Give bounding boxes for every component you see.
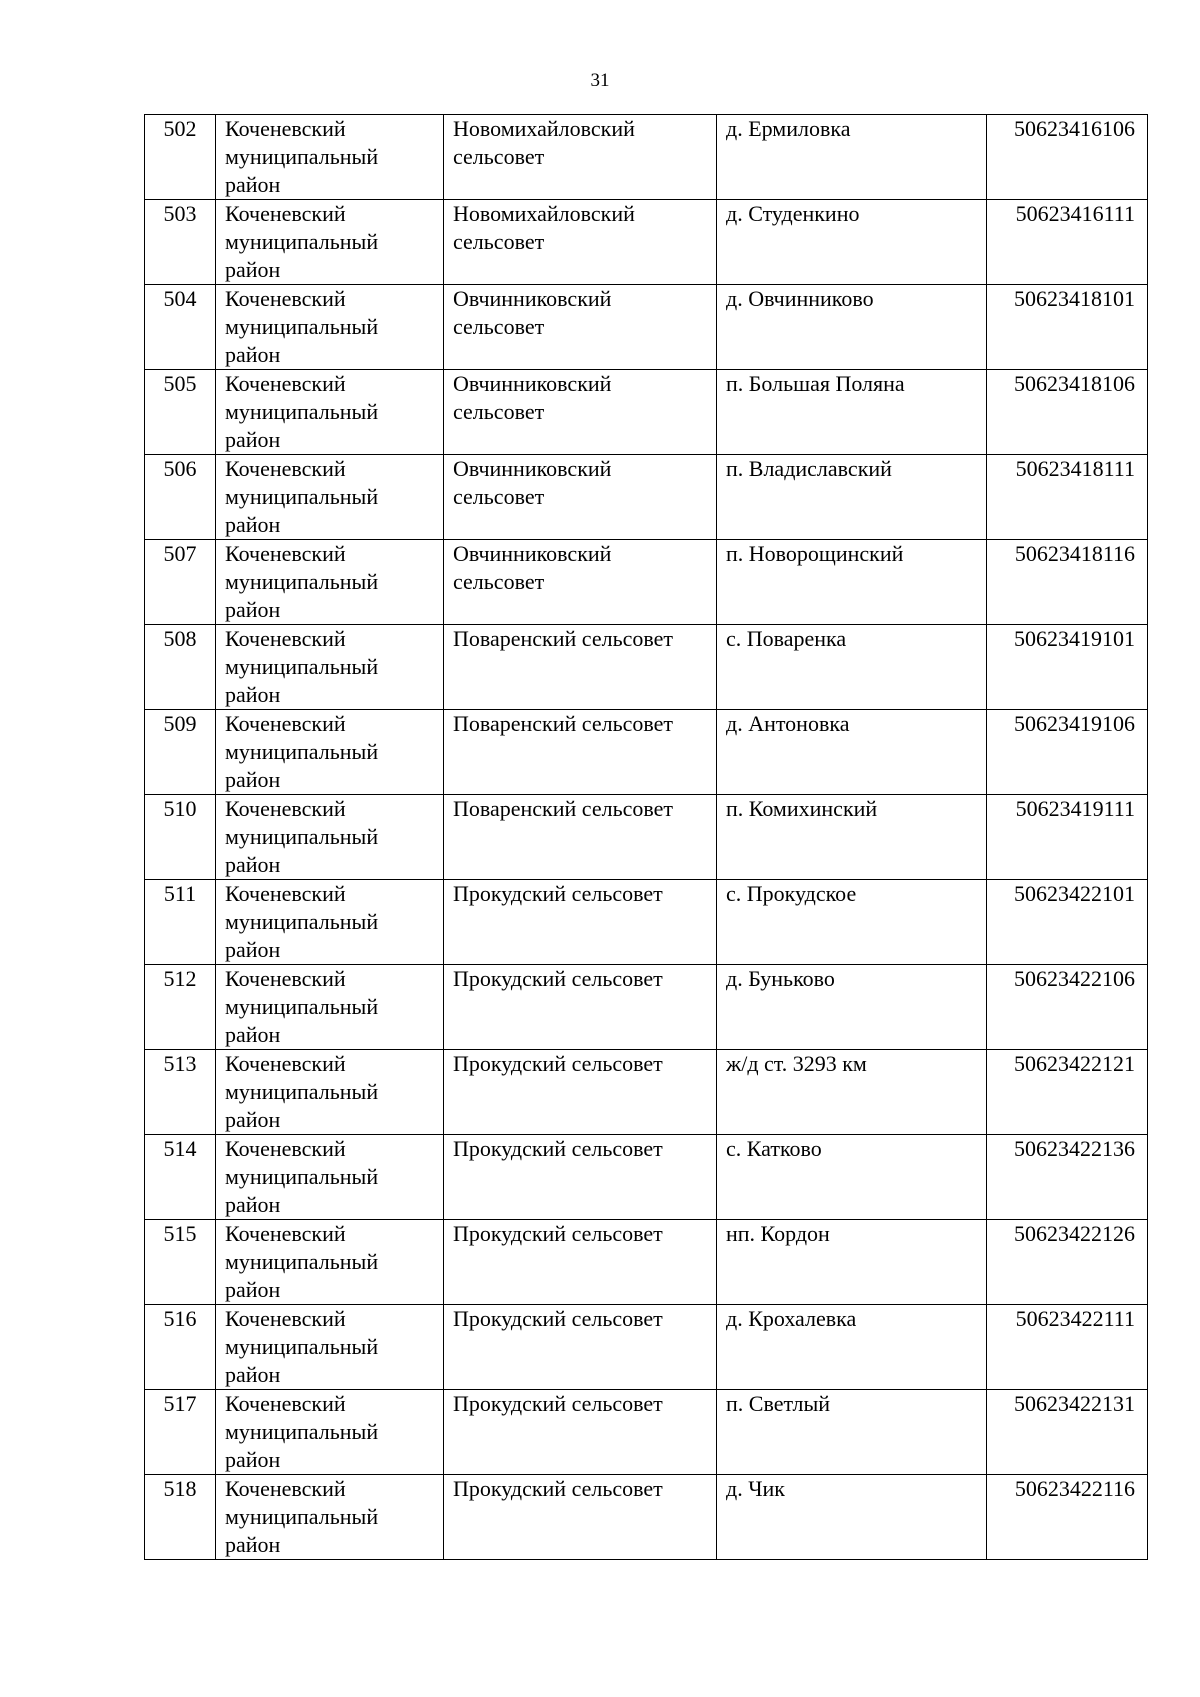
table-row: [145, 455, 1148, 540]
row-number: 516: [163, 1306, 197, 1331]
district-name-line: Коченевский: [225, 1476, 346, 1501]
table-row: [145, 285, 1148, 370]
locality-name: п. Большая Поляна: [726, 371, 905, 396]
oktmo-code: 50623418101: [1014, 286, 1135, 311]
locality-name: д. Студенкино: [726, 201, 860, 226]
district-cell: [216, 880, 444, 965]
council-cell: [444, 965, 717, 1050]
council-name-line: Поваренский сельсовет: [453, 796, 673, 821]
row-number-cell: [145, 285, 216, 370]
table-row: [145, 1475, 1148, 1560]
council-name-line: сельсовет: [453, 314, 545, 339]
council-cell: [444, 1220, 717, 1305]
row-number-cell: [145, 1475, 216, 1560]
locality-cell: [717, 370, 987, 455]
district-name-line: муниципальный: [225, 144, 379, 169]
council-name-line: сельсовет: [453, 569, 545, 594]
table-row: [145, 540, 1148, 625]
row-number-cell: [145, 115, 216, 200]
district-name-line: муниципальный: [225, 229, 379, 254]
council-cell: [444, 370, 717, 455]
row-number: 508: [163, 626, 197, 651]
table-row: [145, 1305, 1148, 1390]
district-cell: [216, 795, 444, 880]
oktmo-code: 50623422126: [1014, 1221, 1135, 1246]
district-name-line: муниципальный: [225, 1249, 379, 1274]
oktmo-code: 50623422116: [1014, 1476, 1135, 1501]
district-name-line: Коченевский: [225, 626, 346, 651]
council-name-line: Овчинниковский: [453, 456, 612, 481]
district-name-line: район: [225, 1107, 281, 1132]
oktmo-code: 50623422121: [1014, 1051, 1135, 1076]
row-number-cell: [145, 880, 216, 965]
locality-name: п. Комихинский: [726, 796, 878, 821]
council-name-line: Поваренский сельсовет: [453, 711, 673, 736]
district-name-line: Коченевский: [225, 1136, 346, 1161]
locality-cell: [717, 965, 987, 1050]
council-name-line: Прокудский сельсовет: [453, 1476, 663, 1501]
district-name-line: муниципальный: [225, 314, 379, 339]
locality-cell: [717, 1050, 987, 1135]
council-cell: [444, 200, 717, 285]
row-number: 509: [163, 711, 197, 736]
table-row: [145, 370, 1148, 455]
district-name-line: муниципальный: [225, 1504, 379, 1529]
oktmo-code-cell: [987, 1475, 1148, 1560]
locality-cell: [717, 1390, 987, 1475]
oktmo-code: 50623416106: [1014, 116, 1135, 141]
district-name-line: Коченевский: [225, 201, 346, 226]
council-name-line: Прокудский сельсовет: [453, 1306, 663, 1331]
locality-cell: [717, 200, 987, 285]
row-number: 502: [163, 116, 197, 141]
settlements-table: [144, 114, 1148, 1560]
district-name-line: муниципальный: [225, 1164, 379, 1189]
locality-name: с. Катково: [726, 1136, 822, 1161]
council-name-line: Прокудский сельсовет: [453, 1136, 663, 1161]
council-cell: [444, 1475, 717, 1560]
table-row: [145, 1050, 1148, 1135]
row-number-cell: [145, 370, 216, 455]
council-name-line: сельсовет: [453, 399, 545, 424]
council-cell: [444, 455, 717, 540]
row-number-cell: [145, 1390, 216, 1475]
row-number: 503: [163, 201, 197, 226]
district-name-line: Коченевский: [225, 286, 346, 311]
district-name-line: муниципальный: [225, 654, 379, 679]
district-name-line: Коченевский: [225, 711, 346, 736]
district-name-line: район: [225, 427, 281, 452]
district-name-line: Коченевский: [225, 1391, 346, 1416]
table-row: [145, 1390, 1148, 1475]
row-number-cell: [145, 455, 216, 540]
oktmo-code: 50623422136: [1014, 1136, 1135, 1161]
table-row: [145, 1135, 1148, 1220]
district-name-line: Коченевский: [225, 1306, 346, 1331]
council-name-line: Овчинниковский: [453, 541, 612, 566]
locality-cell: [717, 1135, 987, 1220]
table-body: [145, 115, 1148, 1560]
locality-cell: [717, 1305, 987, 1390]
council-cell: [444, 795, 717, 880]
district-name-line: район: [225, 1022, 281, 1047]
council-name-line: Прокудский сельсовет: [453, 1221, 663, 1246]
row-number-cell: [145, 795, 216, 880]
oktmo-code-cell: [987, 1220, 1148, 1305]
district-name-line: муниципальный: [225, 1079, 379, 1104]
council-cell: [444, 1050, 717, 1135]
district-name-line: Коченевский: [225, 1051, 346, 1076]
oktmo-code-cell: [987, 710, 1148, 795]
row-number: 518: [163, 1476, 197, 1501]
district-name-line: район: [225, 682, 281, 707]
locality-name: п. Владиславский: [726, 456, 892, 481]
district-name-line: район: [225, 1447, 281, 1472]
district-cell: [216, 1050, 444, 1135]
locality-name: д. Овчинниково: [726, 286, 874, 311]
district-name-line: Коченевский: [225, 116, 346, 141]
oktmo-code-cell: [987, 795, 1148, 880]
oktmo-code-cell: [987, 1305, 1148, 1390]
locality-name: д. Ермиловка: [726, 116, 851, 141]
district-cell: [216, 455, 444, 540]
row-number: 506: [163, 456, 197, 481]
council-name-line: сельсовет: [453, 229, 545, 254]
row-number-cell: [145, 200, 216, 285]
oktmo-code: 50623422106: [1014, 966, 1135, 991]
locality-name: с. Поваренка: [726, 626, 847, 651]
row-number-cell: [145, 1305, 216, 1390]
row-number: 512: [163, 966, 197, 991]
row-number-cell: [145, 1050, 216, 1135]
oktmo-code-cell: [987, 455, 1148, 540]
district-cell: [216, 285, 444, 370]
district-name-line: Коченевский: [225, 541, 346, 566]
council-name-line: Новомихайловский: [453, 116, 635, 141]
table-row: [145, 115, 1148, 200]
oktmo-code-cell: [987, 880, 1148, 965]
district-name-line: район: [225, 1362, 281, 1387]
district-name-line: муниципальный: [225, 824, 379, 849]
council-name-line: сельсовет: [453, 484, 545, 509]
district-name-line: муниципальный: [225, 909, 379, 934]
council-cell: [444, 1135, 717, 1220]
locality-name: д. Чик: [726, 1476, 785, 1501]
council-name-line: Новомихайловский: [453, 201, 635, 226]
council-cell: [444, 1305, 717, 1390]
district-cell: [216, 540, 444, 625]
table-row: [145, 710, 1148, 795]
district-name-line: район: [225, 257, 281, 282]
oktmo-code-cell: [987, 1390, 1148, 1475]
row-number: 514: [163, 1136, 197, 1161]
district-name-line: Коченевский: [225, 1221, 346, 1246]
oktmo-code: 50623419111: [1015, 796, 1135, 821]
locality-name: д. Крохалевка: [726, 1306, 857, 1331]
oktmo-code: 50623419106: [1014, 711, 1135, 736]
district-cell: [216, 965, 444, 1050]
district-cell: [216, 710, 444, 795]
row-number: 507: [163, 541, 197, 566]
locality-cell: [717, 1220, 987, 1305]
district-cell: [216, 115, 444, 200]
district-cell: [216, 1390, 444, 1475]
locality-cell: [717, 880, 987, 965]
row-number: 510: [163, 796, 197, 821]
oktmo-code-cell: [987, 115, 1148, 200]
council-name-line: Овчинниковский: [453, 286, 612, 311]
oktmo-code-cell: [987, 1135, 1148, 1220]
oktmo-code: 50623419101: [1014, 626, 1135, 651]
row-number-cell: [145, 625, 216, 710]
locality-cell: [717, 795, 987, 880]
oktmo-code: 50623416111: [1015, 201, 1135, 226]
district-name-line: муниципальный: [225, 739, 379, 764]
locality-name: д. Буньково: [726, 966, 835, 991]
oktmo-code: 50623422101: [1014, 881, 1135, 906]
district-name-line: район: [225, 342, 281, 367]
district-name-line: Коченевский: [225, 796, 346, 821]
district-name-line: район: [225, 937, 281, 962]
locality-name: п. Новорощинский: [726, 541, 904, 566]
locality-name: нп. Кордон: [726, 1221, 830, 1246]
oktmo-code: 50623418111: [1015, 456, 1135, 481]
district-name-line: муниципальный: [225, 1334, 379, 1359]
oktmo-code: 50623418116: [1014, 541, 1135, 566]
page-number: 31: [590, 70, 610, 91]
locality-cell: [717, 285, 987, 370]
oktmo-code-cell: [987, 200, 1148, 285]
oktmo-code: 50623422131: [1014, 1391, 1135, 1416]
council-cell: [444, 285, 717, 370]
district-name-line: район: [225, 1192, 281, 1217]
locality-cell: [717, 540, 987, 625]
row-number-cell: [145, 1135, 216, 1220]
oktmo-code: 50623422111: [1015, 1306, 1135, 1331]
locality-cell: [717, 455, 987, 540]
locality-name: п. Светлый: [726, 1391, 831, 1416]
row-number: 515: [163, 1221, 197, 1246]
oktmo-code: 50623418106: [1014, 371, 1135, 396]
council-name-line: Прокудский сельсовет: [453, 881, 663, 906]
locality-name: д. Антоновка: [726, 711, 850, 736]
locality-name: с. Прокудское: [726, 881, 857, 906]
district-cell: [216, 1305, 444, 1390]
row-number: 513: [163, 1051, 197, 1076]
council-name-line: Овчинниковский: [453, 371, 612, 396]
table-row: [145, 795, 1148, 880]
district-cell: [216, 1475, 444, 1560]
district-cell: [216, 200, 444, 285]
table-row: [145, 965, 1148, 1050]
district-name-line: район: [225, 597, 281, 622]
district-name-line: район: [225, 172, 281, 197]
row-number: 505: [163, 371, 197, 396]
row-number: 511: [163, 881, 197, 906]
locality-cell: [717, 625, 987, 710]
council-cell: [444, 710, 717, 795]
district-name-line: Коченевский: [225, 881, 346, 906]
council-cell: [444, 115, 717, 200]
district-cell: [216, 625, 444, 710]
district-name-line: муниципальный: [225, 399, 379, 424]
oktmo-code-cell: [987, 540, 1148, 625]
district-name-line: муниципальный: [225, 1419, 379, 1444]
council-name-line: сельсовет: [453, 144, 545, 169]
district-name-line: район: [225, 767, 281, 792]
row-number: 504: [163, 286, 197, 311]
table-row: [145, 1220, 1148, 1305]
oktmo-code-cell: [987, 370, 1148, 455]
council-cell: [444, 1390, 717, 1475]
district-name-line: район: [225, 852, 281, 877]
district-name-line: район: [225, 1277, 281, 1302]
council-cell: [444, 540, 717, 625]
row-number-cell: [145, 1220, 216, 1305]
district-name-line: муниципальный: [225, 484, 379, 509]
oktmo-code-cell: [987, 965, 1148, 1050]
council-name-line: Прокудский сельсовет: [453, 966, 663, 991]
district-name-line: район: [225, 512, 281, 537]
locality-name: ж/д ст. 3293 км: [726, 1051, 867, 1076]
oktmo-code-cell: [987, 1050, 1148, 1135]
district-name-line: Коченевский: [225, 966, 346, 991]
council-name-line: Прокудский сельсовет: [453, 1391, 663, 1416]
row-number-cell: [145, 540, 216, 625]
district-cell: [216, 370, 444, 455]
council-cell: [444, 625, 717, 710]
locality-cell: [717, 710, 987, 795]
row-number: 517: [163, 1391, 197, 1416]
table-row: [145, 625, 1148, 710]
council-name-line: Поваренский сельсовет: [453, 626, 673, 651]
district-cell: [216, 1135, 444, 1220]
locality-cell: [717, 1475, 987, 1560]
district-cell: [216, 1220, 444, 1305]
oktmo-code-cell: [987, 285, 1148, 370]
district-name-line: муниципальный: [225, 994, 379, 1019]
locality-cell: [717, 115, 987, 200]
table-row: [145, 880, 1148, 965]
council-cell: [444, 880, 717, 965]
oktmo-code-cell: [987, 625, 1148, 710]
district-name-line: муниципальный: [225, 569, 379, 594]
district-name-line: район: [225, 1532, 281, 1557]
district-name-line: Коченевский: [225, 456, 346, 481]
row-number-cell: [145, 965, 216, 1050]
row-number-cell: [145, 710, 216, 795]
table-row: [145, 200, 1148, 285]
district-name-line: Коченевский: [225, 371, 346, 396]
council-name-line: Прокудский сельсовет: [453, 1051, 663, 1076]
